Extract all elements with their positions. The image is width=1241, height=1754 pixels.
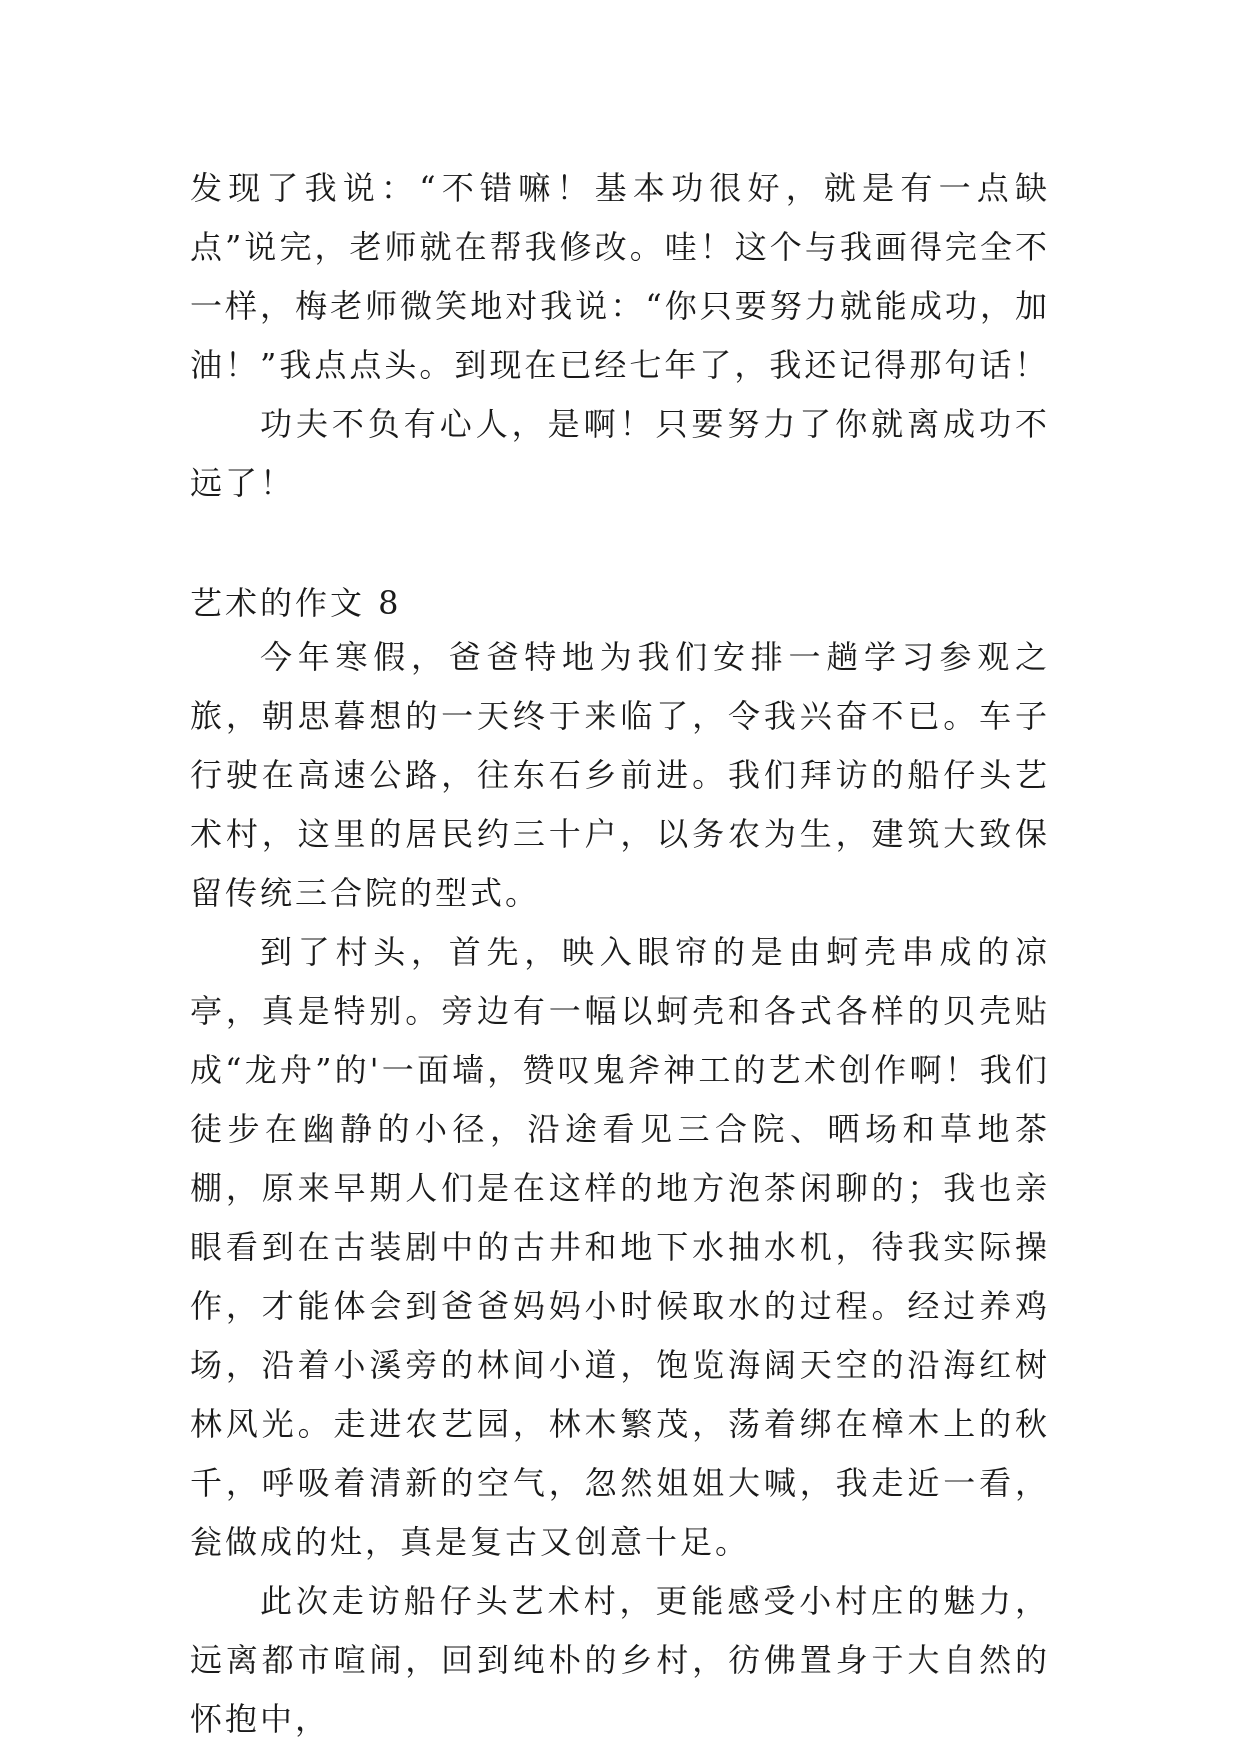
paragraph: 今年寒假，爸爸特地为我们安排一趟学习参观之旅，朝思暮想的一天终于来临了，令我兴奋不已。车子行驶在高速公路，往东石乡前进。我们拜访的船仔头艺术村，这里的居民约三十户，以务农为生，建筑大致保留传统三合院的型式。 [190, 638, 1050, 912]
paragraph: 功夫不负有心人，是啊！只要努力了你就离成功不远了！ [190, 405, 1050, 502]
essay-body [190, 628, 1050, 1749]
paragraph: 发现了我说：“不错嘛！基本功很好，就是有一点缺点”说完，老师就在帮我修改。哇！这个与我画得完全不一样，梅老师微笑地对我说：“你只要努力就能成功，加油！”我点点头。到现在已经七年了，我还记得那句话！ [190, 169, 1050, 384]
paragraph: 此次走访船仔头艺术村，更能感受小村庄的魅力，远离都市喧闹，回到纯朴的乡村，彷佛置身于大自然的怀抱中， [190, 1582, 1050, 1738]
previous-essay-ending [190, 159, 1050, 513]
essay-title: 艺术的作文 8 [190, 584, 402, 622]
paragraph: 到了村头，首先，映入眼帘的是由蚵壳串成的凉亭，真是特别。旁边有一幅以蚵壳和各式各样的贝壳贴成“龙舟”的'一面墙，赞叹鬼斧神工的艺术创作啊！我们徒步在幽静的小径，沿途看见三合院、晒场和草地茶棚，原来早期人们是在这样的地方泡茶闲聊的；我也亲眼看到在古装剧中的古井和地下水抽水机，待我实际操作，才能体会到爸爸妈妈小时候取水的过程。经过养鸡场，沿着小溪旁的林间小道，饱览海阔天空的沿海红树林风光。走进农艺园，林木繁茂，荡着绑在樟木上的秋千，呼吸着清新的空气，忽然姐姐大喊，我走近一看，瓮做成的灶，真是复古又创意十足。 [190, 933, 1050, 1561]
